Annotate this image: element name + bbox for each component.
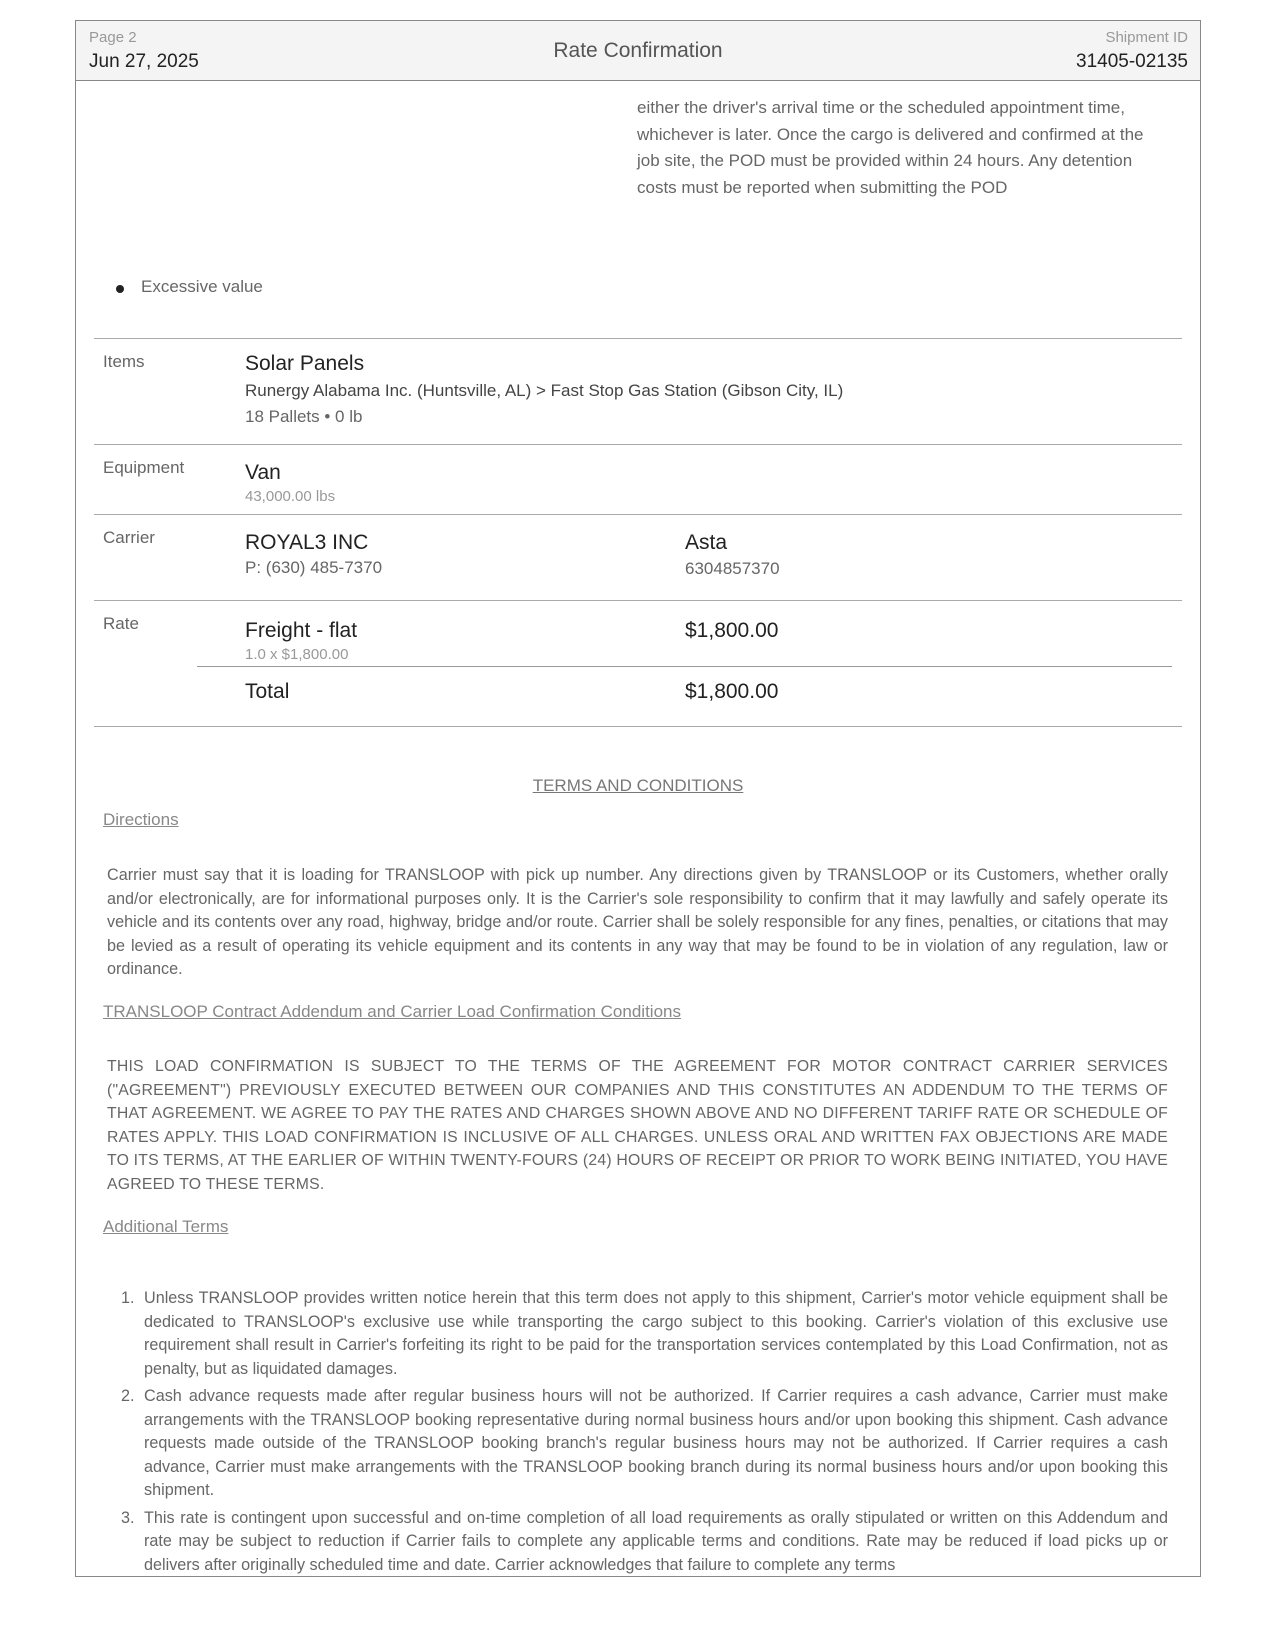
divider: [94, 514, 1182, 515]
additional-terms-heading: Additional Terms: [103, 1217, 229, 1236]
carrier-contact-phone: 6304857370: [685, 559, 780, 578]
rate-total-amount: $1,800.00: [685, 680, 779, 703]
equipment-type: Van: [245, 461, 281, 484]
shipment-id-label: Shipment ID: [1105, 29, 1188, 46]
document-page: [75, 20, 1201, 1577]
rate-line-amount: $1,800.00: [685, 619, 779, 642]
continued-instructions-text: either the driver's arrival time or the scheduled appointment time, whichever is later. Once the cargo is delivered and confirmed at the job site, the POD must be provided within 24 hours. Any detention costs must be reported when submitting the POD: [637, 98, 1144, 197]
list-item: [107, 1507, 1168, 1578]
shipment-id-value: 31405-02135: [1076, 51, 1188, 72]
carrier-contact-name: Asta: [685, 531, 728, 554]
list-item: [107, 1287, 1168, 1381]
equipment-label: Equipment: [103, 458, 185, 477]
terms-title: TERMS AND CONDITIONS: [532, 776, 744, 795]
items-name: Solar Panels: [245, 352, 365, 375]
document-title: Rate Confirmation: [553, 39, 723, 62]
rate-line-description: Freight - flat: [245, 619, 358, 642]
rate-label: Rate: [103, 614, 139, 633]
items-label: Items: [103, 352, 145, 371]
carrier-name: ROYAL3 INC: [245, 531, 369, 554]
document-date: Jun 27, 2025: [89, 51, 199, 72]
divider: [94, 600, 1182, 601]
directions-text: Carrier must say that it is loading for TRANSLOOP with pick up number. Any directions given by TRANSLOOP or its Customers, whether orally and/or electronically, are for informational purposes only. It is the Carrier's sole responsibility to confirm that it may lawfully and safely operate its vehicle and its contents over any road, highway, bridge and/or route. Carrier shall be solely responsible for any fines, penalties, or citations that may be levied as a result of operating its vehicle equipment and its contents in any way that may be found to be in violation of any regulation, law or ordinance.: [107, 866, 1168, 978]
carrier-phone: P: (630) 485-7370: [245, 558, 383, 577]
directions-heading: Directions: [103, 810, 179, 829]
equipment-weight: 43,000.00 lbs: [245, 488, 336, 505]
list-item: [107, 1385, 1168, 1503]
items-route: Runergy Alabama Inc. (Huntsville, AL) > Fast Stop Gas Station (Gibson City, IL): [245, 381, 844, 400]
list-item-number: 1.: [121, 1289, 135, 1307]
bullet-text: Excessive value: [141, 277, 263, 296]
divider: [197, 666, 1172, 667]
divider: [94, 444, 1182, 445]
rate-line-calculation: 1.0 x $1,800.00: [245, 646, 349, 663]
page-header: [76, 21, 1200, 81]
list-item-text: Unless TRANSLOOP provides written notice herein that this term does not apply to this shipment, Carrier's motor vehicle equipment shall be dedicated to TRANSLOOP's exclusive use while transporting the cargo subject to this booking. Carrier's violation of this exclusive use requirement shall result in Carrier's forfeiting its right to be paid for the transportation services contemplated by this Load Confirmation, not as penalty, but as liquidated damages.: [144, 1289, 1168, 1378]
addendum-heading: TRANSLOOP Contract Addendum and Carrier Load Confirmation Conditions: [103, 1002, 681, 1021]
items-quantity: 18 Pallets • 0 lb: [245, 407, 363, 426]
additional-terms-list: [107, 1287, 1168, 1577]
divider: [94, 726, 1182, 727]
list-item-text: This rate is contingent upon successful and on-time completion of all load requirements as orally stipulated or written on this Addendum and rate may be subject to reduction if Carrier fails to complete any applicable terms and conditions. Rate may be reduced if load picks up or delivers after originally scheduled time and date. Carrier acknowledges that failure to complete any terms: [144, 1508, 1168, 1574]
page-number: Page 2: [89, 29, 137, 46]
list-item-number: 3.: [121, 1508, 135, 1527]
carrier-label: Carrier: [103, 528, 155, 547]
addendum-text: THIS LOAD CONFIRMATION IS SUBJECT TO THE TERMS OF THE AGREEMENT FOR MOTOR CONTRACT CARRIER SERVICES ("AGREEMENT") PREVIOUSLY EXECUTED BETWEEN OUR COMPANIES AND THIS CONSTITUTES AN ADDENDUM TO THE TERMS OF THAT AGREEMENT. WE AGREE TO PAY THE RATES AND CHARGES SHOWN ABOVE AND NO DIFFERENT TARIFF RATE OR SCHEDULE OF RATES APPLY. THIS LOAD CONFIRMATION IS INCLUSIVE OF ALL CHARGES. UNLESS ORAL AND WRITTEN FAX OBJECTIONS ARE MADE TO ITS TERMS, AT THE EARLIER OF WITHIN TWENTY-FOURS (24) HOURS OF RECEIPT OR PRIOR TO WORK BEING INITIATED, YOU HAVE AGREED TO THESE TERMS.: [107, 1058, 1168, 1193]
list-item-number: 2.: [121, 1387, 135, 1405]
divider: [94, 338, 1182, 339]
bullet-icon: [116, 285, 124, 293]
rate-total-label: Total: [245, 680, 290, 703]
list-item-text: Cash advance requests made after regular business hours will not be authorized. If Carrier requires a cash advance, Carrier must make arrangements with the TRANSLOOP booking representative during normal business hours and/or upon booking this shipment. Cash advance requests made outside of the TRANSLOOP booking branch's regular business hours may not be authorized. If Carrier requires a cash advance, Carrier must make arrangements with the TRANSLOOP booking branch during its normal business hours and/or upon booking this shipment.: [144, 1387, 1168, 1499]
